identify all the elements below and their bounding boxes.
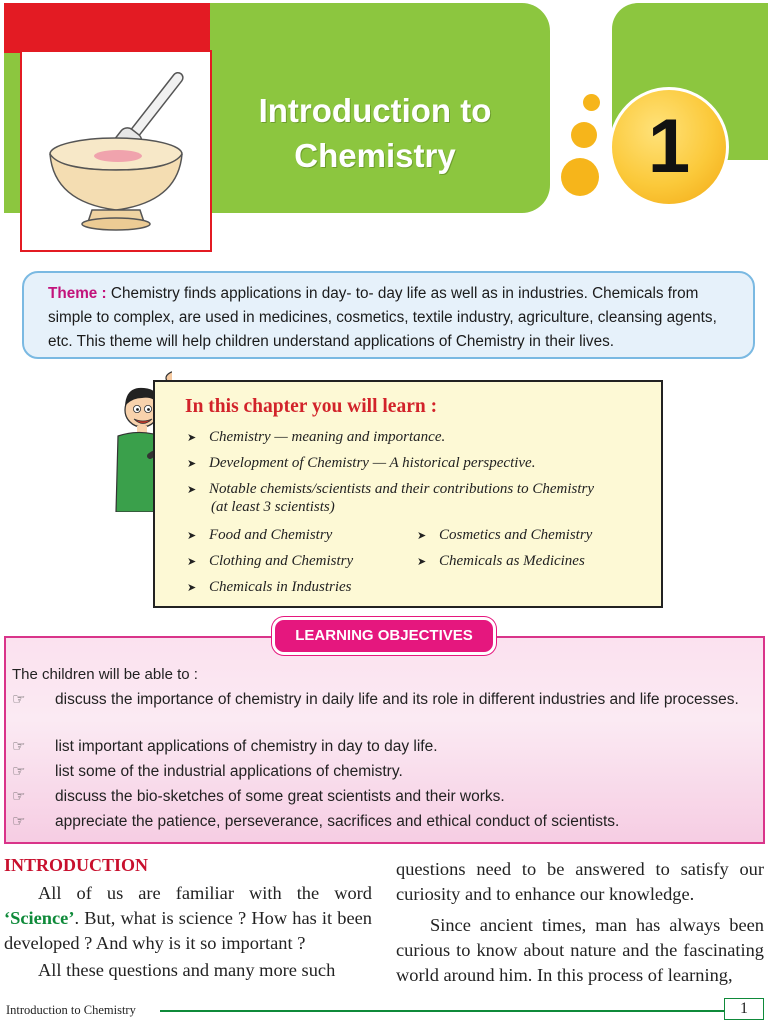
arrowhead-bullet-icon: ➤ [187, 432, 197, 444]
pointing-hand-icon: ☞ [12, 738, 26, 755]
decor-dot [571, 122, 597, 148]
paragraph-continued: questions need to be answered to satisfy our curiosity and to enhance our knowledge. [396, 859, 764, 904]
learn-title: In this chapter you will learn : [185, 396, 438, 417]
learning-objectives-tab: LEARNING OBJECTIVES [272, 617, 496, 655]
chapter-title-line1: Introduction to [258, 92, 492, 129]
chapter-title-line2: Chemistry [294, 137, 456, 174]
learn-item: ➤ Chemicals as Medicines [417, 551, 585, 572]
objectives-intro: The children will be able to : [12, 666, 198, 683]
objective-item: ☞ list important applications of chemistry in day to day life. [12, 736, 760, 758]
learn-item: ➤ Development of Chemistry — A historical perspective. [187, 453, 535, 474]
learn-item: ➤ Clothing and Chemistry [187, 551, 353, 572]
learn-item: ➤ Cosmetics and Chemistry [417, 525, 592, 546]
page-number: 1 [724, 998, 764, 1020]
theme-label: Theme : [48, 285, 107, 302]
footer-rule [160, 1010, 725, 1012]
pointing-hand-icon: ☞ [12, 763, 26, 780]
theme-box [22, 271, 755, 359]
arrowhead-bullet-icon: ➤ [187, 582, 197, 594]
chapter-learn-box [153, 380, 663, 608]
arrowhead-bullet-icon: ➤ [187, 458, 197, 470]
paragraph: All these questions and many more such [38, 960, 336, 980]
objective-item: ☞ discuss the importance of chemistry in daily life and its role in different industries and life processes. [12, 689, 760, 711]
arrowhead-bullet-icon: ➤ [187, 484, 197, 496]
learn-item: ➤ Chemistry — meaning and importance. [187, 427, 445, 448]
objective-item: ☞ discuss the bio-sketches of some great scientists and their works. [12, 786, 760, 808]
arrowhead-bullet-icon: ➤ [187, 530, 197, 542]
introduction-column-right [396, 857, 764, 988]
learn-item: ➤ Food and Chemistry [187, 525, 332, 546]
mortar-and-pestle-icon [22, 52, 210, 250]
chapter-number-badge [609, 87, 729, 207]
decor-dot [561, 158, 599, 196]
learn-item: ➤ Chemicals in Industries [187, 577, 352, 598]
paragraph: Since ancient times, man has always been curious to know about nature and the fascinating world around him. In this process of learning, [396, 915, 764, 985]
footer-chapter-label: Introduction to Chemistry [6, 1003, 136, 1017]
chapter-illustration [20, 50, 212, 252]
introduction-heading: INTRODUCTION [4, 855, 149, 875]
science-term: ‘Science’ [4, 908, 75, 928]
paragraph: All of us are familiar with the word ‘Science’. But, what is science ? How has it been developed ? And why is it so important ? [4, 883, 372, 953]
pointing-hand-icon: ☞ [12, 788, 26, 805]
theme-text: Chemistry finds applications in day- to- day life as well as in industries. Chemicals from simple to complex, are used in medicines, cosmetics, textile industry, agriculture, cleansing agents, etc. This theme will help children understand applications of Chemistry in their lives. [48, 285, 717, 350]
introduction-column-left [4, 881, 372, 983]
objective-item: ☞ list some of the industrial applications of chemistry. [12, 761, 760, 783]
arrowhead-bullet-icon: ➤ [187, 556, 197, 568]
chapter-title [240, 88, 510, 178]
learn-item: ➤ Notable chemists/scientists and their contributions to Chemistry [187, 479, 594, 500]
learn-item-continued: (at least 3 scientists) [211, 499, 335, 515]
pointing-hand-icon: ☞ [12, 813, 26, 830]
chapter-number: 1 [647, 104, 691, 189]
pointing-hand-icon: ☞ [12, 691, 26, 708]
objective-item: ☞ appreciate the patience, perseverance, sacrifices and ethical conduct of scientists. [12, 811, 760, 833]
arrowhead-bullet-icon: ➤ [417, 530, 427, 542]
arrowhead-bullet-icon: ➤ [417, 556, 427, 568]
decor-dot [583, 94, 600, 111]
